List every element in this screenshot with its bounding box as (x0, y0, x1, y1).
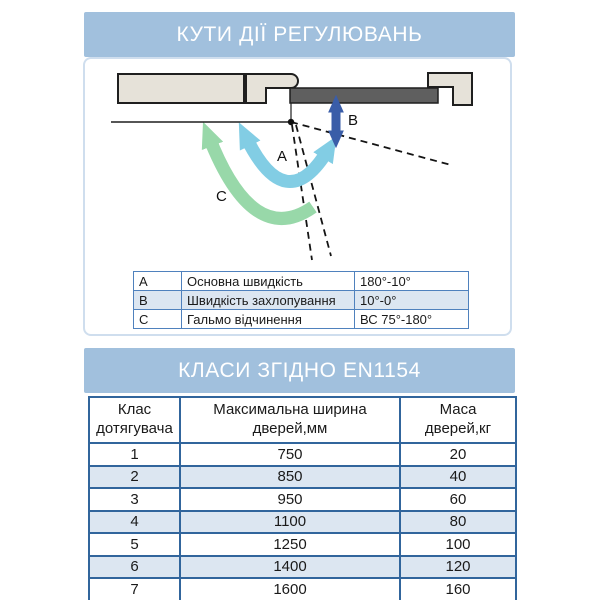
table-row (89, 556, 516, 579)
angles-legend-table (133, 271, 469, 329)
class-cell: 2 (89, 466, 180, 489)
mass-cell: 80 (400, 511, 516, 534)
legend-value: 180°-10° (355, 272, 469, 291)
legend-label: Гальмо відчинення (182, 310, 355, 329)
width-cell: 1600 (180, 578, 400, 600)
label-a: A (277, 148, 288, 165)
class-cell: 6 (89, 556, 180, 579)
legend-key: B (134, 291, 182, 310)
table-row (89, 443, 516, 466)
label-c: C (216, 188, 227, 205)
legend-value: ВС 75°-180° (355, 310, 469, 329)
column-header-max-width: Максимальна ширина дверей,мм (180, 397, 400, 443)
table-row (89, 488, 516, 511)
table-row (89, 533, 516, 556)
dashed-line-door-75deg (292, 125, 312, 260)
legend-row (134, 272, 469, 291)
table-row (89, 578, 516, 600)
legend-row (134, 310, 469, 329)
width-cell: 1250 (180, 533, 400, 556)
mass-cell: 120 (400, 556, 516, 579)
width-cell: 1100 (180, 511, 400, 534)
mass-cell: 160 (400, 578, 516, 600)
legend-key: A (134, 272, 182, 291)
table-row (89, 466, 516, 489)
class-cell: 1 (89, 443, 180, 466)
classes-header-row (89, 397, 516, 443)
legend-key: C (134, 310, 182, 329)
legend-row (134, 291, 469, 310)
wall-left-section (118, 74, 244, 103)
width-cell: 850 (180, 466, 400, 489)
door-leaf-closed (290, 88, 438, 103)
class-cell: 5 (89, 533, 180, 556)
legend-label: Основна швидкість (182, 272, 355, 291)
angles-section-title: КУТИ ДІЇ РЕГУЛЮВАНЬ (84, 12, 515, 57)
hinge-pivot-point (288, 119, 294, 125)
width-cell: 950 (180, 488, 400, 511)
classes-section-title: КЛАСИ ЗГІДНО EN1154 (84, 348, 515, 393)
column-header-class: Клас дотягувача (89, 397, 180, 443)
table-row (89, 511, 516, 534)
mass-cell: 100 (400, 533, 516, 556)
width-cell: 1400 (180, 556, 400, 579)
mass-cell: 60 (400, 488, 516, 511)
class-cell: 3 (89, 488, 180, 511)
width-cell: 750 (180, 443, 400, 466)
mass-cell: 40 (400, 466, 516, 489)
mass-cell: 20 (400, 443, 516, 466)
legend-label: Швидкість захлопування (182, 291, 355, 310)
legend-value: 10°-0° (355, 291, 469, 310)
door-closer-diagram-box (83, 57, 512, 336)
label-b: B (348, 112, 359, 129)
class-cell: 4 (89, 511, 180, 534)
class-cell: 7 (89, 578, 180, 600)
column-header-mass: Маса дверей,кг (400, 397, 516, 443)
en1154-classes-table (88, 396, 517, 600)
